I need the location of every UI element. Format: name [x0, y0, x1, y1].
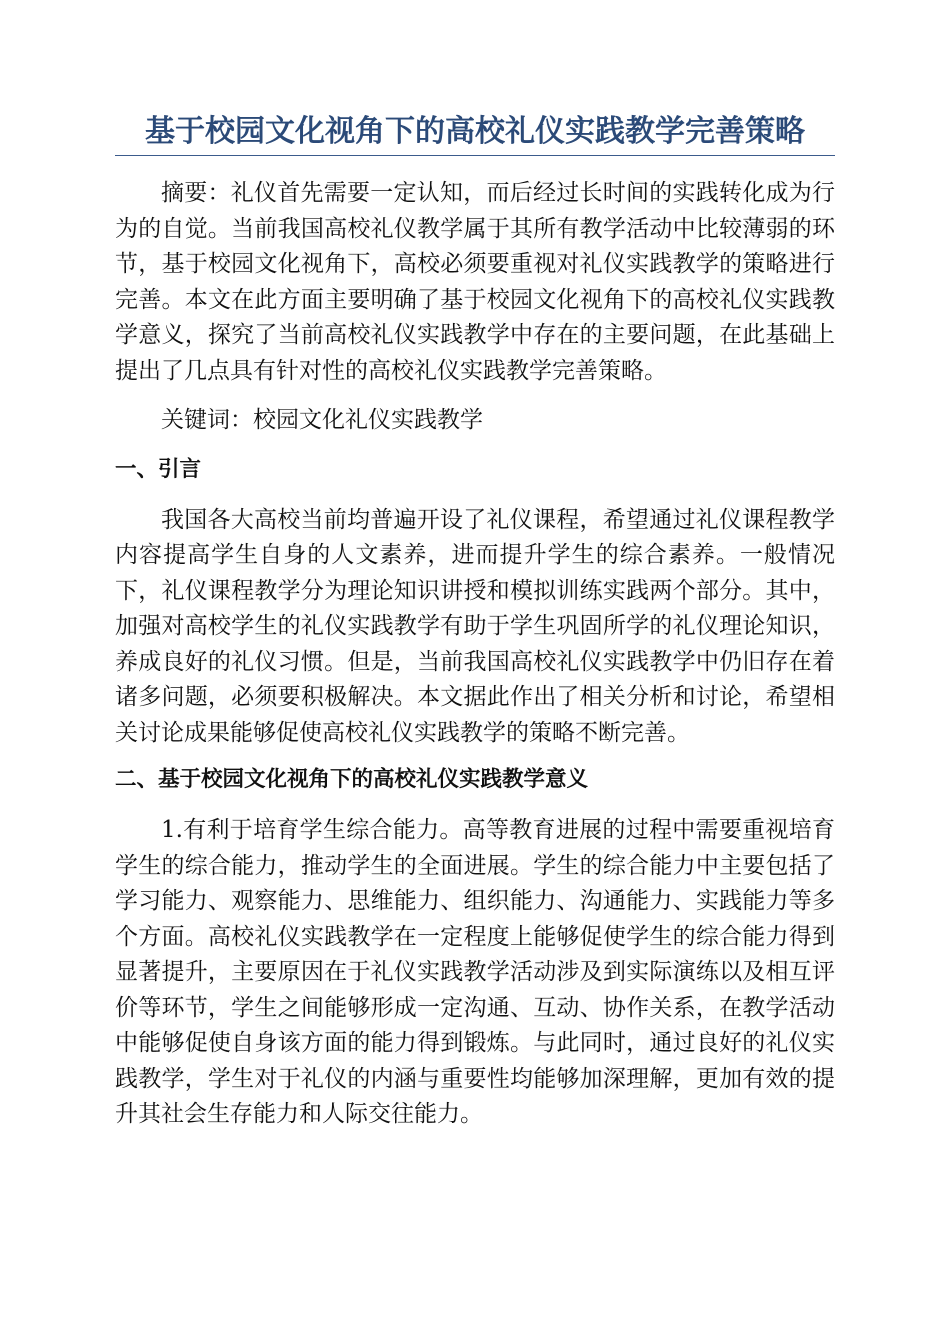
section-heading-significance: 二、基于校园文化视角下的高校礼仪实践教学意义	[115, 767, 589, 792]
introduction-paragraph: 我国各大高校当前均普遍开设了礼仪课程，希望通过礼仪课程教学内容提高学生自身的人文素养，进而提升学生的综合素养。一般情况下，礼仪课程教学分为理论知识讲授和模拟训练实践两个部分。其中，加强对高校学生的礼仪实践教学有助于学生巩固所学的礼仪理论知识，养成良好的礼仪习惯。但是，当前我国高校礼仪实践教学中仍旧存在着诸多问题，必须要积极解决。本文据此作出了相关分析和讨论，希望相关讨论成果能够促使高校礼仪实践教学的策略不断完善。	[115, 506, 835, 746]
abstract-paragraph: 摘要：礼仪首先需要一定认知，而后经过长时间的实践转化成为行为的自觉。当前我国高校礼仪教学属于其所有教学活动中比较薄弱的环节，基于校园文化视角下，高校必须要重视对礼仪实践教学的策略进行完善。本文在此方面主要明确了基于校园文化视角下的高校礼仪实践教学意义，探究了当前高校礼仪实践教学中存在的主要问题，在此基础上提出了几点具有针对性的高校礼仪实践教学完善策略。	[115, 180, 835, 384]
document-title: 基于校园文化视角下的高校礼仪实践教学完善策略	[115, 112, 835, 156]
document-page	[115, 112, 835, 1147]
significance-paragraph: 1.有利于培育学生综合能力。高等教育进展的过程中需要重视培育学生的综合能力，推动学生的全面进展。学生的综合能力中主要包括了学习能力、观察能力、思维能力、组织能力、沟通能力、实践能力等多个方面。高校礼仪实践教学在一定程度上能够促使学生的综合能力得到显著提升，主要原因在于礼仪实践教学活动涉及到实际演练以及相互评价等环节，学生之间能够形成一定沟通、互动、协作关系，在教学活动中能够促使自身该方面的能力得到锻炼。与此同时，通过良好的礼仪实践教学，学生对于礼仪的内涵与重要性均能够加深理解，更加有效的提升其社会生存能力和人际交往能力。	[115, 817, 835, 1127]
section-heading-introduction: 一、引言	[115, 456, 202, 482]
keywords-paragraph: 关键词：校园文化礼仪实践教学	[161, 407, 483, 433]
